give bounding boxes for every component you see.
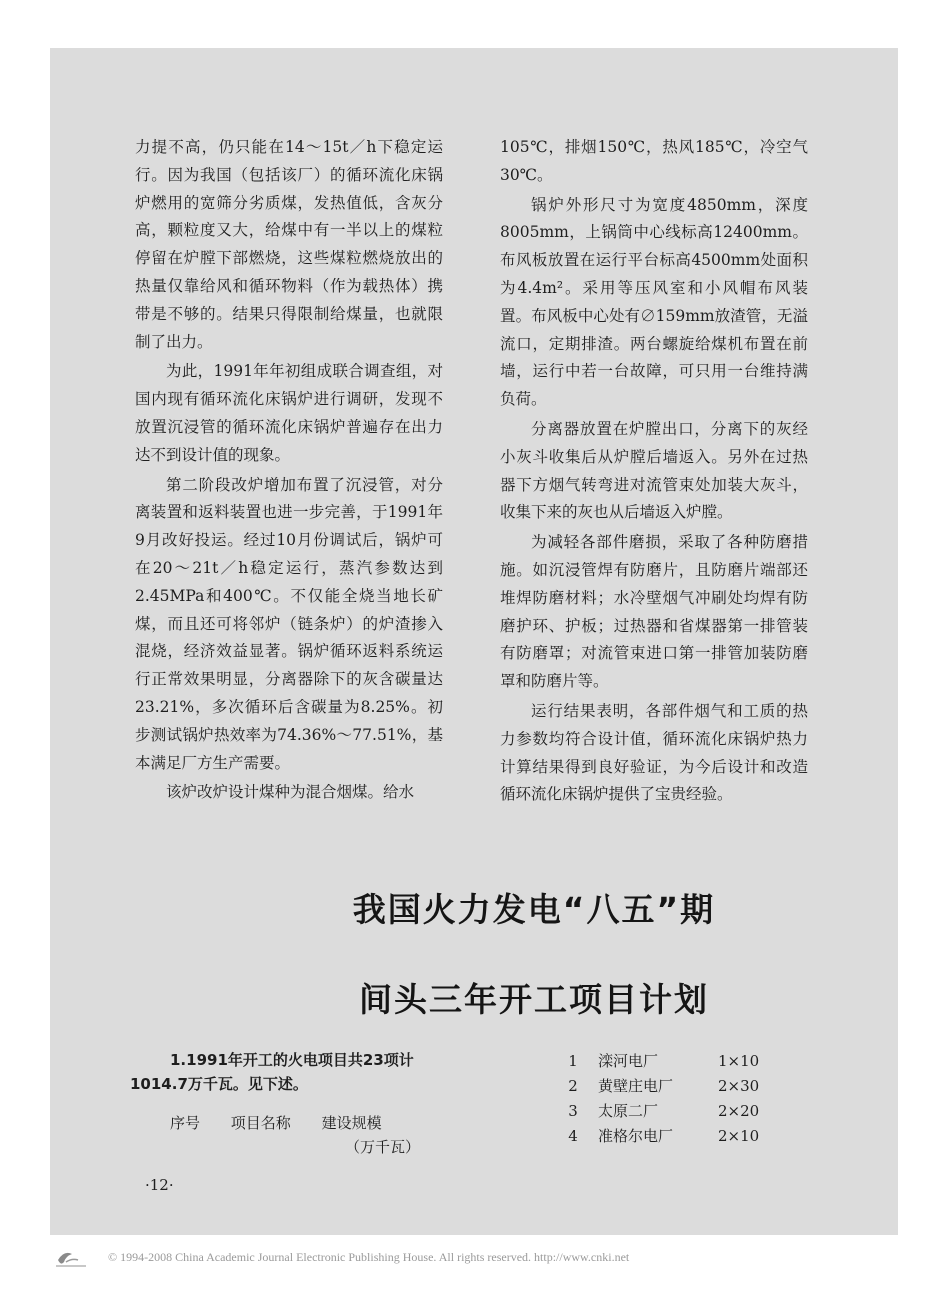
header-name: 项目名称: [230, 1114, 291, 1132]
header-no: 序号: [170, 1114, 201, 1132]
left-text-column: [135, 134, 443, 809]
project-list: [548, 1049, 788, 1149]
left-paragraph-3: 第二阶段改炉增加布置了沉浸管，对分离装置和返料装置也进一步完善，于1991年9月改好投运。经过10月份调试后，锅炉可在20～21t／h稳定运行，蒸汽参数达到2.45MPa和400℃。不仅能全烧当地长矿煤，而且还可将邻炉（链条炉）的炉渣掺入混烧，经济效益显著。锅炉循环返料系统运行正常效果明显，分离器除下的灰含碳量达23.21%，多次循环后含碳量为8.25%。初步测试锅炉热效率为74.36%～77.51%，基本满足厂方生产需要。: [135, 475, 443, 772]
article-title-line-2: 间头三年开工项目计划: [359, 980, 709, 1019]
project-row: [548, 1124, 788, 1149]
left-paragraph-2: 为此，1991年年初组成联合调查组，对国内现有循环流化床锅炉进行调研，发现不放置沉浸管的循环流化床锅炉普遍存在出力达不到设计值的现象。: [135, 362, 443, 464]
project-scale: 1×10: [718, 1052, 760, 1070]
project-row: [548, 1099, 788, 1124]
article-intro: [130, 1048, 500, 1096]
project-name: 太原二厂: [598, 1102, 659, 1120]
project-no: 2: [568, 1077, 578, 1095]
right-paragraph-5: 运行结果表明，各部件烟气和工质的热力参数均符合设计值，循环流化床锅炉热力计算结果得到良好验证，为今后设计和改造循环流化床锅炉提供了宝贵经验。: [500, 701, 808, 804]
header-unit: （万千瓦）: [345, 1138, 421, 1156]
intro-line-1: 1.1991年开工的火电项目共23项计: [170, 1051, 414, 1069]
project-no: 4: [568, 1127, 578, 1145]
footer: [0, 1244, 950, 1274]
intro-line-2: 1014.7万千瓦。见下述。: [130, 1075, 308, 1093]
article-title-line-1: 我国火力发电“八五”期: [352, 890, 716, 929]
right-paragraph-2: 锅炉外形尺寸为宽度4850mm，深度8005mm，上锅筒中心线标高12400mm。布风板放置在运行平台标高4500mm处面积为4.4m²。采用等压风室和小风帽布风装置。布风板中心处有∅159mm放渣管，无溢流口，定期排渣。两台螺旋给煤机布置在前墙，运行中若一台故障，可只用一台维持满负荷。: [500, 195, 808, 409]
project-row: [548, 1074, 788, 1099]
cnki-logo-icon: [52, 1246, 98, 1270]
project-row: [548, 1049, 788, 1074]
page-number: ·12·: [145, 1176, 174, 1194]
project-name: 准格尔电厂: [598, 1127, 674, 1145]
project-no: 3: [568, 1102, 578, 1120]
right-paragraph-3: 分离器放置在炉膛出口，分离下的灰经小灰斗收集后从炉膛后墙返入。另外在过热器下方烟气转弯进对流管束处加装大灰斗，收集下来的灰也从后墙返入炉膛。: [500, 419, 808, 522]
project-table-header: [170, 1111, 421, 1156]
project-no: 1: [568, 1052, 578, 1070]
project-name: 滦河电厂: [598, 1052, 659, 1070]
right-paragraph-1: 105℃，排烟150℃，热风185℃，冷空气30℃。: [500, 138, 808, 184]
project-scale: 2×10: [718, 1127, 760, 1145]
project-scale: 2×30: [718, 1077, 760, 1095]
copyright-notice: © 1994-2008 China Academic Journal Electronic Publishing House. All rights reserved. http://www.cnki.net: [108, 1250, 630, 1264]
right-paragraph-4: 为减轻各部件磨损，采取了各种防磨措施。如沉浸管焊有防磨片，且防磨片端部还堆焊防磨材料；水冷壁烟气冲刷处均焊有防磨护环、护板；过热器和省煤器第一排管装有防磨罩；对流管束进口第一排管加装防磨罩和防磨片等。: [500, 533, 808, 691]
left-paragraph-1: 力提不高，仍只能在14～15t／h下稳定运行。因为我国（包括该厂）的循环流化床锅炉燃用的宽筛分劣质煤，发热值低，含灰分高，颗粒度又大，给煤中有一半以上的煤粒停留在炉膛下部燃烧，这些煤粒燃烧放出的热量仅靠给风和循环物料（作为载热体）携带是不够的。结果只得限制给煤量，也就限制了出力。: [135, 138, 443, 351]
left-paragraph-4: 该炉改炉设计煤种为混合烟煤。给水: [166, 783, 415, 802]
scanned-page: [50, 48, 898, 1235]
right-text-column: [500, 134, 808, 811]
project-scale: 2×20: [718, 1102, 760, 1120]
header-scale: 建设规模: [321, 1114, 382, 1132]
project-name: 黄壁庄电厂: [598, 1077, 674, 1095]
